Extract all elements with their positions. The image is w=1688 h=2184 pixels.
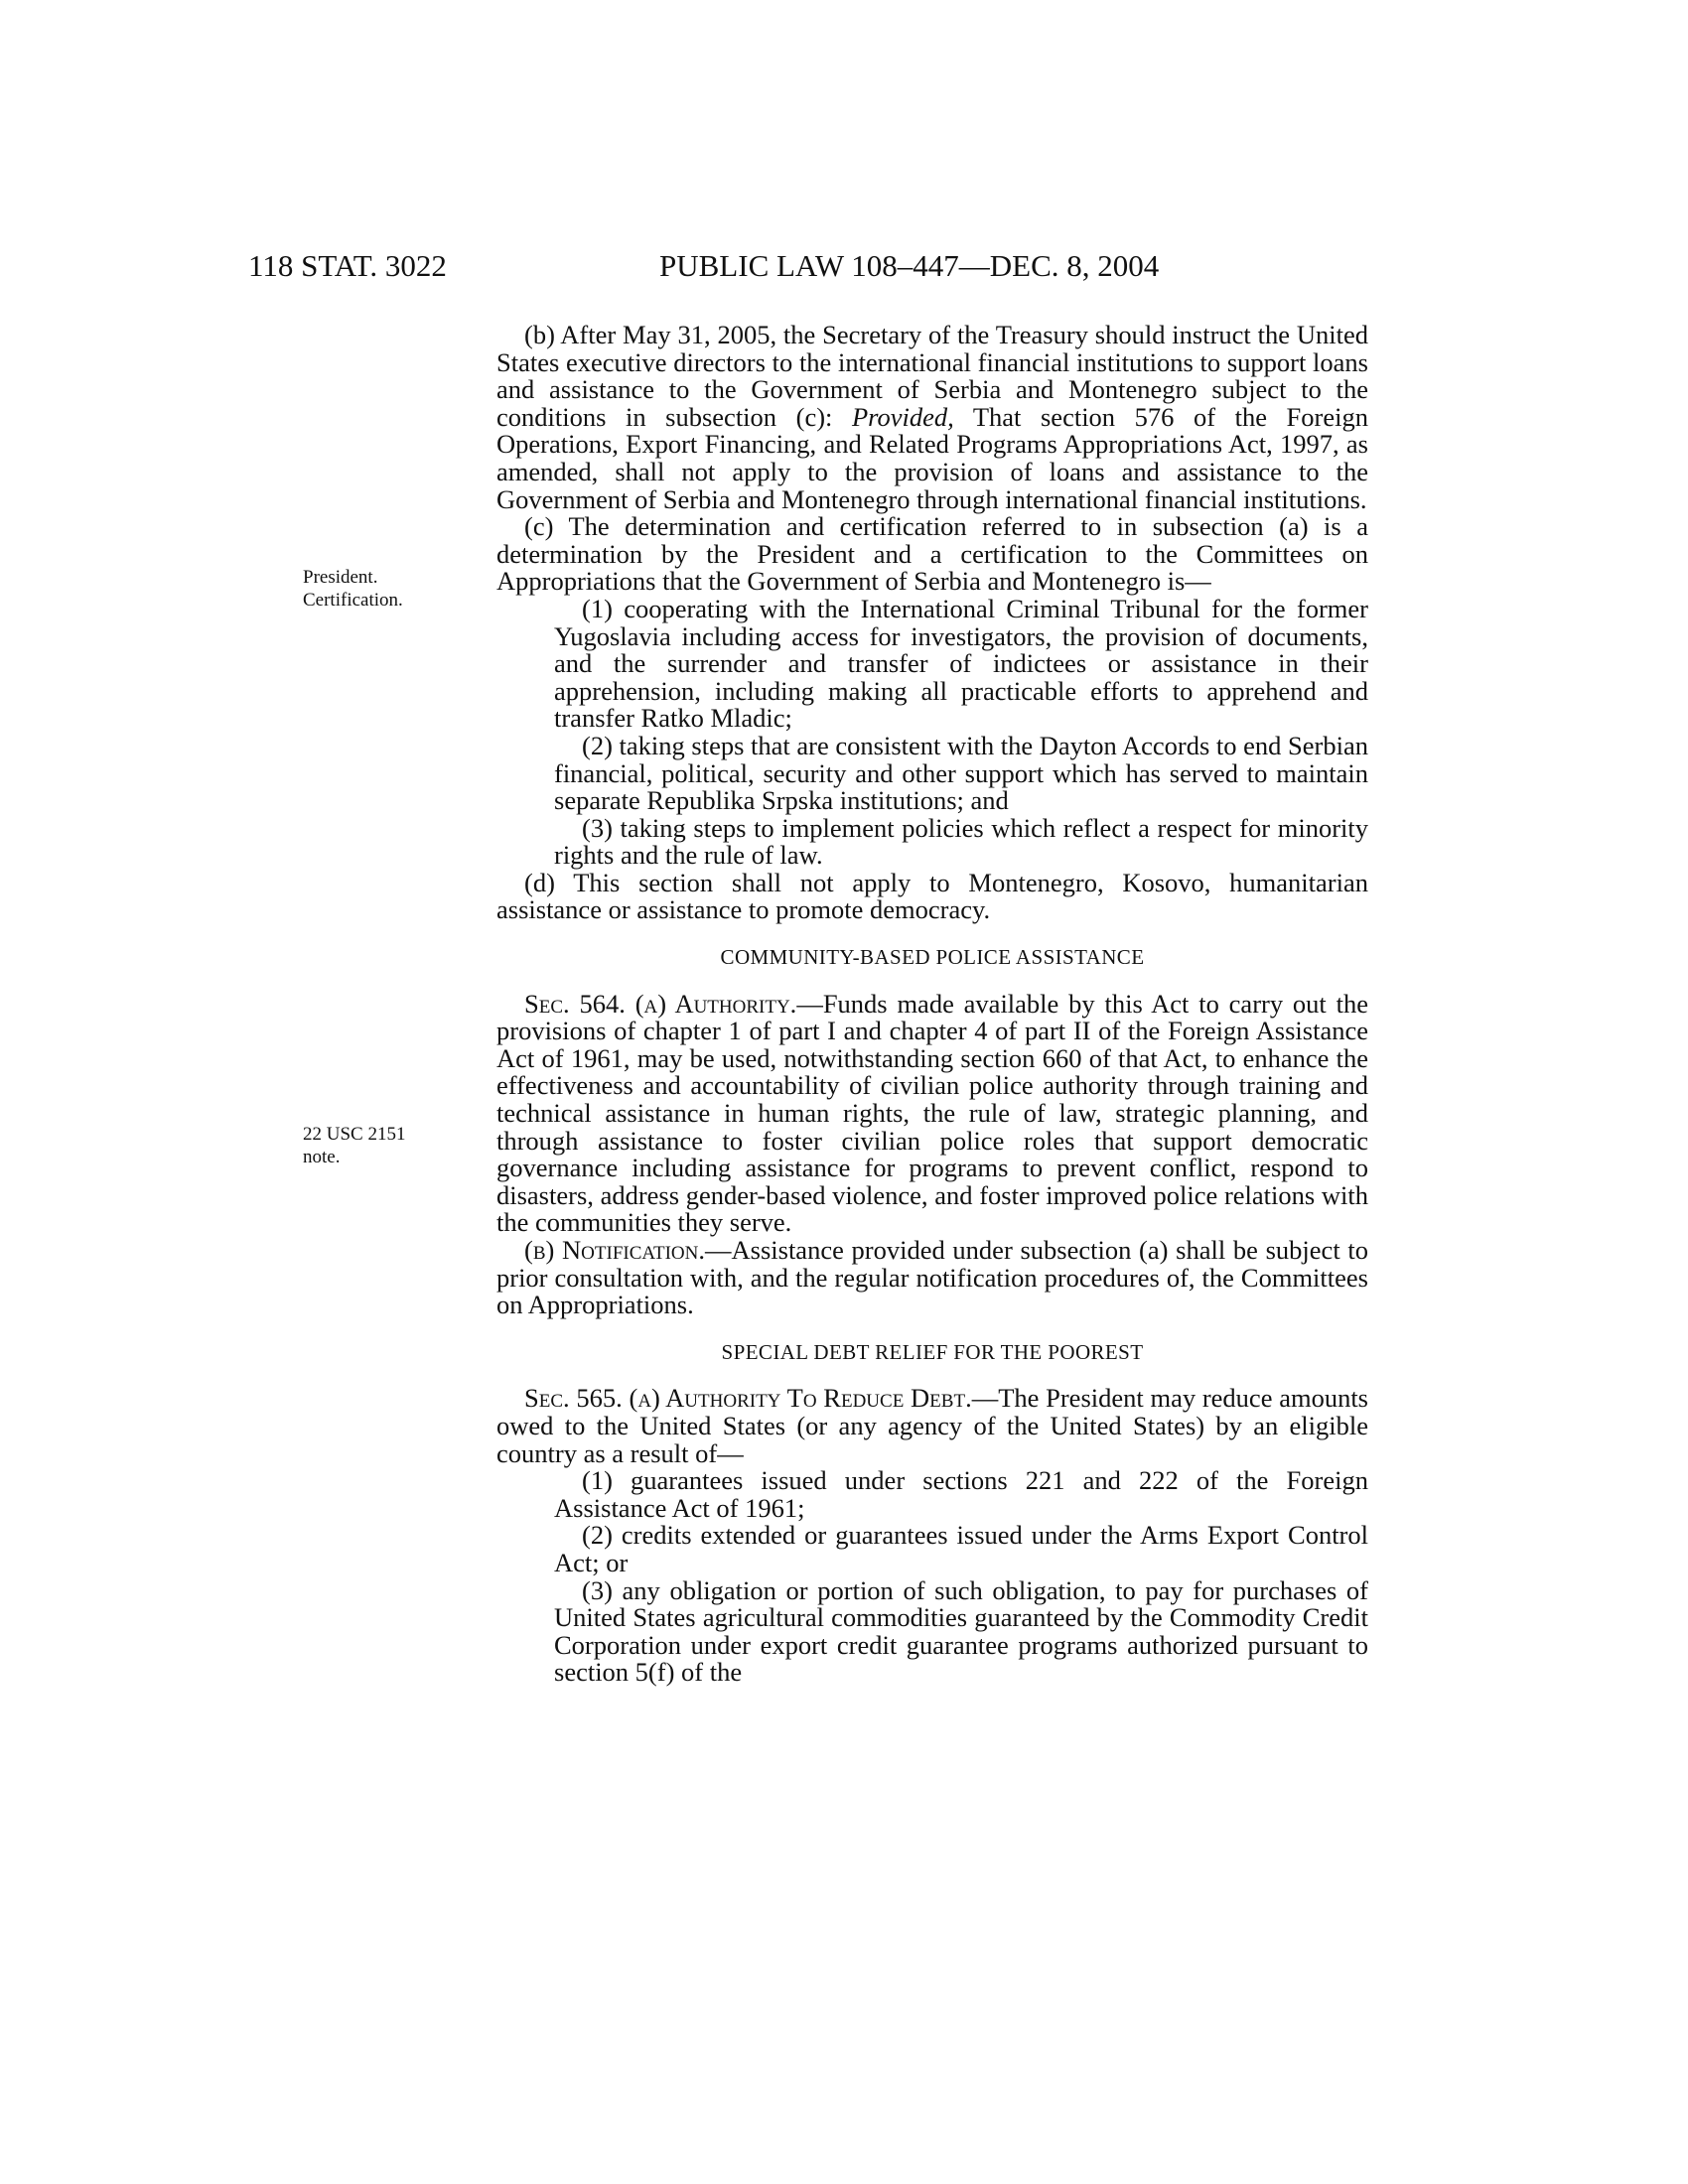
margin-note-president-certification [303,566,452,612]
page-statute-citation: 118 STAT. 3022 [248,248,447,283]
page-header [0,248,1688,288]
margin-note-line: 22 USC 2151 [303,1124,406,1145]
section-number: Sec. 565. [524,1383,623,1414]
document-body [496,322,1368,1687]
subsection-label: (a) Authority. [634,988,797,1019]
subsection-text: —Funds made available by this Act to carry out the provisions of chapter 1 of part I and chapter 4 of part II of the Foreign Assistance Act of 1961, may be used, notwithstanding section 660 of that Act, to enhance the effectiveness and accountability of civilian police authority through training and technical assistance in human rights, the rule of law, strategic planning, and through assistance to foster civilian police roles that support democratic governance including assistance for programs to prevent conflict, respond to disasters, address gender-based violence, and foster improved police relations with the communities they serve. [496,988,1368,1238]
margin-note-line: Certification. [303,590,403,611]
paragraph-b-text-1: (b) After May 31, 2005, the Secretary of the Treasury should instruct the United States executive directors to the international financial institutions to support loans and assistance to the Government of Serbia and Montenegro subject to the conditions in subsection (c): [496,320,1368,432]
subsection-label: (a) Authority To Reduce Debt. [629,1383,972,1414]
paragraph-d: (d) This section shall not apply to Montenegro, Kosovo, humanitarian assistance or assistance to promote democracy. [496,867,1368,925]
paragraph-c-1: (1) cooperating with the International Criminal Tribunal for the former Yugoslavia including access for investigators, the provision of documents, and the surrender and transfer of indictees or assistance in their apprehension, including making all practicable efforts to apprehend and transfer Ratko Mladic; [554,593,1368,734]
running-head: PUBLIC LAW 108–447—DEC. 8, 2004 [659,248,1160,283]
margin-note-line: note. [303,1147,341,1167]
section-heading-police-assistance: COMMUNITY-BASED POLICE ASSISTANCE [720,945,1145,970]
sec-565-item-2: (2) credits extended or guarantees issued under the Arms Export Control Act; or [554,1520,1368,1577]
subsection-text: —Assistance provided under subsection (a) shall be subject to prior consultation with, and the regular notification procedures of, the Committees on Appropriations. [496,1235,1368,1320]
sec-564-a [496,988,1368,1238]
subsection-label: (b) Notification. [524,1235,705,1265]
sec-564-b [496,1237,1368,1319]
section-number: Sec. 564. [524,988,626,1019]
paragraph-c: (c) The determination and certification referred to in subsection (a) is a determination by the President and a certification to the Committees on Appropriations that the Government of Serbia and Montenegro is— [496,511,1368,597]
section-heading-debt-relief: SPECIAL DEBT RELIEF FOR THE POOREST [721,1339,1144,1364]
sec-565-item-1: (1) guarantees issued under sections 221 and 222 of the Foreign Assistance Act of 1961; [554,1465,1368,1523]
paragraph-b-text-2: That section 576 of the Foreign Operations, Export Financing, and Related Programs Appropriations Act, 1997, as amended, shall not apply to the provision of loans and assistance to the Government of Serbia and Montenegro through international financial institutions. [496,401,1368,514]
paragraph-c-2: (2) taking steps that are consistent with the Dayton Accords to end Serbian financial, political, security and other support which has served to maintain separate Republika Srpska institutions; and [554,730,1368,816]
paragraph-c-3: (3) taking steps to implement policies which reflect a respect for minority rights and the rule of law. [554,812,1368,871]
sec-565-a [496,1385,1368,1467]
subsection-text: —The President may reduce amounts owed to the United States (or any agency of the United States) by an eligible country as a result of— [496,1383,1368,1468]
margin-note-line: President. [303,567,378,588]
margin-note-usc-citation [303,1123,452,1168]
paragraph-b [496,322,1368,513]
provided-italic: Provided, [851,401,954,432]
sec-565-item-3: (3) any obligation or portion of such obligation, to pay for purchases of United States agricultural commodities guaranteed by the Commodity Credit Corporation under export credit guarantee programs authorized pursuant to section 5(f) of the [554,1574,1368,1688]
